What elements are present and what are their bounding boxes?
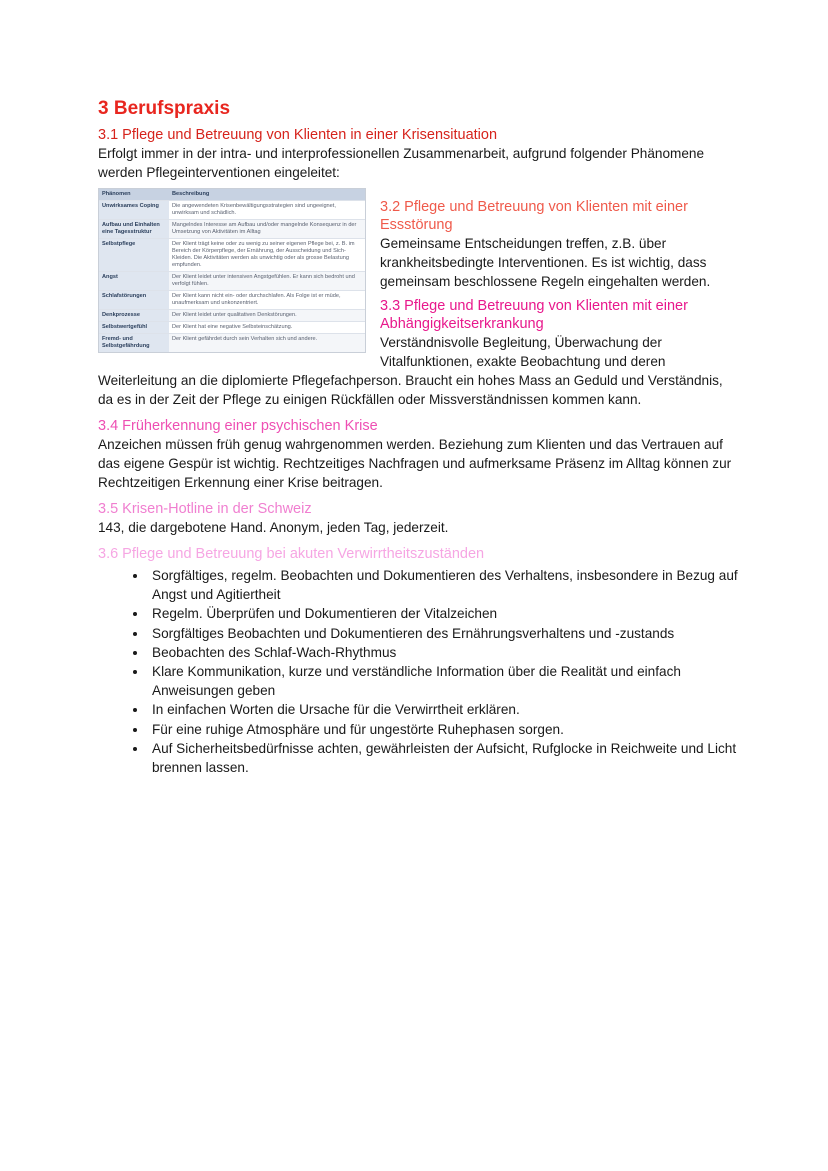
document-page <box>98 98 738 777</box>
section-3-2-text: Gemeinsame Entscheidungen treffen, z.B. über krankheitsbedingte Interventionen. Es ist wichtig, dass gemeinsam beschlossene Regeln eingehalten werden. <box>380 236 711 289</box>
table-row <box>99 322 365 334</box>
section-3-6-list <box>98 566 738 777</box>
section-3-4-heading: 3.4 Früherkennung einer psychischen Krise <box>98 418 378 434</box>
section-3-5-heading: 3.5 Krisen-Hotline in der Schweiz <box>98 501 312 517</box>
section-3-1-text: Erfolgt immer in der intra- und interprofessionellen Zusammenarbeit, aufgrund folgender Phänomene werden Pflegeinterventionen eingeleitet: <box>98 146 705 180</box>
table-header-description: Beschreibung <box>169 189 365 201</box>
table-cell-key: Angst <box>99 272 169 291</box>
table-header-phenomenon: Phänomen <box>99 189 169 201</box>
list-item: • Auf Sicherheitsbedürfnisse achten, gewährleisten der Aufsicht, Rufglocke in Reichweite und Licht brennen lassen. <box>148 739 738 777</box>
section-3-5-text: 143, die dargebotene Hand. Anonym, jeden Tag, jederzeit. <box>98 520 449 535</box>
table-row <box>99 239 365 272</box>
section-3-1-heading: 3.1 Pflege und Betreuung von Klienten in einer Krisensituation <box>98 127 498 143</box>
list-item: • Regelm. Überprüfen und Dokumentieren der Vitalzeichen <box>148 604 738 623</box>
table-cell-value: Der Klient trägt keine oder zu wenig zu seiner eigenen Pflege bei, z. B. im Bereich der Körperpflege, der Ernährung, der Ausscheidung und Sich-Kleiden. Die Aktivitäten werden als unwichtig oder als grosse Belastung empfunden. <box>169 239 365 272</box>
list-item: • Sorgfältiges Beobachten und Dokumentieren des Ernährungsverhaltens und -zustands <box>148 624 738 643</box>
table-cell-value: Die angewendeten Krisenbewältigungsstrategien sind ungeeignet, unwirksam und schädlich. <box>169 201 365 220</box>
list-item: • Sorgfältiges, regelm. Beobachten und Dokumentieren des Verhaltens, insbesondere in Bezug auf Angst und Agitiertheit <box>148 566 738 604</box>
list-item: • Klare Kommunikation, kurze und verständliche Information über die Realität und einfach Anweisungen geben <box>148 662 738 700</box>
table-cell-key: Unwirksames Coping <box>99 201 169 220</box>
table-cell-value: Der Klient leidet unter qualitativen Denkstörungen. <box>169 310 365 322</box>
page-title: 3 Berufspraxis <box>98 98 231 119</box>
section-3-3-heading: 3.3 Pflege und Betreuung von Klienten mit einer Abhängigkeitserkrankung <box>380 298 688 332</box>
table-cell-key: Schlafstörungen <box>99 291 169 310</box>
table-cell-key: Aufbau und Einhalten eine Tagesstruktur <box>99 220 169 239</box>
table-row <box>99 220 365 239</box>
table-row <box>99 272 365 291</box>
section-3-3-text: Verständnisvolle Begleitung, Überwachung der Vitalfunktionen, exakte Beobachtung und deren Weiterleitung an die diplomierte Pflegefachperson. Braucht ein hohes Mass an Geduld und Verständnis, da es in der Zeit der Pflege zu einigen Rückfällen oder Missverständnissen kommen kann. <box>98 335 723 407</box>
section-3-2-heading: 3.2 Pflege und Betreuung von Klienten mit einer Essstörung <box>380 199 688 233</box>
table-cell-key: Selbstwertgefühl <box>99 322 169 334</box>
table-cell-value: Der Klient hat eine negative Selbsteinschätzung. <box>169 322 365 334</box>
table-cell-key: Fremd- und Selbstgefährdung <box>99 334 169 353</box>
list-item: • Beobachten des Schlaf-Wach-Rhythmus <box>148 643 738 662</box>
table-cell-key: Denkprozesse <box>99 310 169 322</box>
table-and-sections-flow <box>98 182 738 409</box>
section-3-4-text: Anzeichen müssen früh genug wahrgenommen werden. Beziehung zum Klienten und das Vertrauen auf das eigene Gespür ist wichtig. Rechtzeitiges Nachfragen und aufmerksame Präsenz im Alltag können zur Rechtzeitigen Erkennung einer Krise beitragen. <box>98 437 732 490</box>
table-row <box>99 310 365 322</box>
table-cell-value: Mangelndes Interesse am Aufbau und/oder mangelnde Konsequenz in der Umsetzung von Aktivitäten im Alltag <box>169 220 365 239</box>
table-row <box>99 291 365 310</box>
table-cell-value: Der Klient leidet unter intensiven Angstgefühlen. Er kann sich bedroht und verfolgt fühlen. <box>169 272 365 291</box>
list-item: • Für eine ruhige Atmosphäre und für ungestörte Ruhephasen sorgen. <box>148 720 738 739</box>
section-3-6-heading: 3.6 Pflege und Betreuung bei akuten Verwirrtheitszuständen <box>98 546 485 562</box>
table-row <box>99 201 365 220</box>
table-cell-key: Selbstpflege <box>99 239 169 272</box>
phenomena-table-image <box>98 188 366 353</box>
phenomena-table <box>99 189 365 352</box>
list-item: • In einfachen Worten die Ursache für die Verwirrtheit erklären. <box>148 700 738 719</box>
table-cell-value: Der Klient kann nicht ein- oder durchschlafen. Als Folge ist er müde, unaufmerksam und unkonzentriert. <box>169 291 365 310</box>
table-row <box>99 334 365 353</box>
table-cell-value: Der Klient gefährdet durch sein Verhalten sich und andere. <box>169 334 365 353</box>
